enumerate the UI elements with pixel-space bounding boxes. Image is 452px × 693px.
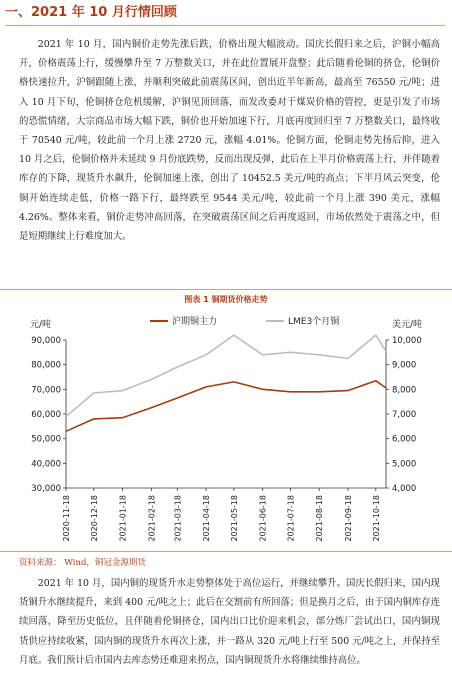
x-tick-label: 2021-02-18 <box>147 495 157 542</box>
series-line-lme <box>66 335 386 416</box>
x-tick-label: 2021-06-18 <box>258 495 268 542</box>
right-tick-label: 6,000 <box>392 434 417 445</box>
x-tick-label: 2021-03-18 <box>173 495 183 542</box>
left-tick-label: 90,000 <box>31 336 61 346</box>
figure-top-rule <box>0 289 452 290</box>
left-axis-unit: 元/吨 <box>30 320 52 330</box>
spot-premium-paragraph: 2021 年 10 月，国内铜的现货升水走势整体处于高位运行，并继续攀升。国庆长假归来，国内现货铜升水继续提升，来到 400 元/吨之上；此后在交割前有所回落；但是换月之后，由于国内铜库存连续回落，降至历史低位，且伴随着伦铜挤仓，国内出口比价迎来机会，部分炼厂尝试出口，国内铜现货供应持续收紧，国内铜的现货升水再次上涨，并一路从 320 元/吨上行至 500 元/吨之上，并保持至月底。我们预计后市国内去库态势还难迎来拐点，国内铜现货升水将继续维持高位。 <box>19 578 440 666</box>
legend-label-shfe: 沪期铜主力 <box>172 317 218 327</box>
figure-caption: 图表 1 铜期货价格走势 <box>184 295 268 304</box>
copper-price-chart <box>0 306 452 549</box>
right-tick-label: 10,000 <box>392 336 422 346</box>
x-tick-label: 2020-12-18 <box>89 495 99 542</box>
left-tick-label: 80,000 <box>31 360 61 371</box>
figure-bottom-rule <box>0 551 452 552</box>
x-tick-label: 2021-05-18 <box>229 495 239 542</box>
left-tick-label: 70,000 <box>31 385 61 396</box>
right-tick-label: 9,000 <box>392 360 417 371</box>
left-tick-label: 30,000 <box>31 484 61 494</box>
x-tick-label: 2020-11-18 <box>62 495 71 542</box>
right-tick-label: 7,000 <box>392 410 417 420</box>
x-tick-label: 2021-09-18 <box>343 495 353 542</box>
left-tick-label: 40,000 <box>31 459 61 470</box>
left-tick-label: 50,000 <box>31 434 61 445</box>
x-tick-label: 2021-10-18 <box>371 495 381 542</box>
right-tick-label: 8,000 <box>392 385 417 396</box>
figure-source: 资料来源： Wind，铜冠金源期货 <box>19 558 146 568</box>
x-tick-label: 2021-08-18 <box>315 495 325 542</box>
right-tick-label: 4,000 <box>392 484 417 494</box>
x-tick-label: 2021-07-18 <box>286 495 296 542</box>
section-title: 一、2021 年 10 月行情回顾 <box>5 3 445 26</box>
right-tick-label: 5,000 <box>392 459 417 470</box>
right-axis-unit: 美元/吨 <box>392 320 423 330</box>
market-review-paragraph: 2021 年 10 月，国内铜价走势先涨后跌，价格出现大幅波动。国庆长假归来之后，沪铜小幅高开，价格震荡上行，缓慢攀升至 7 万整数关口，并在此位置展开盘整；此后随着伦铜的挤仓，伦铜价格快速拉升，沪铜跟随上涨，并顺利突破此前震荡区间，创出近半年新高，最高至 76550 元/吨；进入 10 月下旬，伦铜挤仓危机缓解，沪铜见顶回落，而发改委对于煤炭价格的管控，更是引发了市场的恐慌情绪，大宗商品市场大幅下跌，铜价也开始加速下行，月底再度回归至 7 万整数关口，最终收于 70540 元/吨，较此前一个月上涨 2720 元，涨幅 4.01%。伦铜方面，伦铜走势先扬后抑，进入 10 月之后，伦铜价格并未延续 9 月份底跌势，反而出现反弹，此后在上半月价格震荡上行，并伴随着库存的下降，现货升水飙升，伦铜加速上涨，创出了 10452.5 美元/吨的高点；下半月风云突变，伦铜开始连续走低，价格一路下行，最终跌至 9544 美元/吨，较此前一个月上涨 390 美元，涨幅 4.26%。整体来看，铜价走势冲高回落，在突破震荡区间之后再度返回，市场依然处于震荡之中，但是短期继续上行难度加大。 <box>19 39 440 243</box>
left-tick-label: 60,000 <box>31 410 61 420</box>
x-tick-label: 2021-01-18 <box>118 495 128 542</box>
series-line-shfe <box>66 381 386 432</box>
x-tick-label: 2021-04-18 <box>202 495 212 542</box>
legend-label-lme: LME3个月铜 <box>288 317 340 327</box>
